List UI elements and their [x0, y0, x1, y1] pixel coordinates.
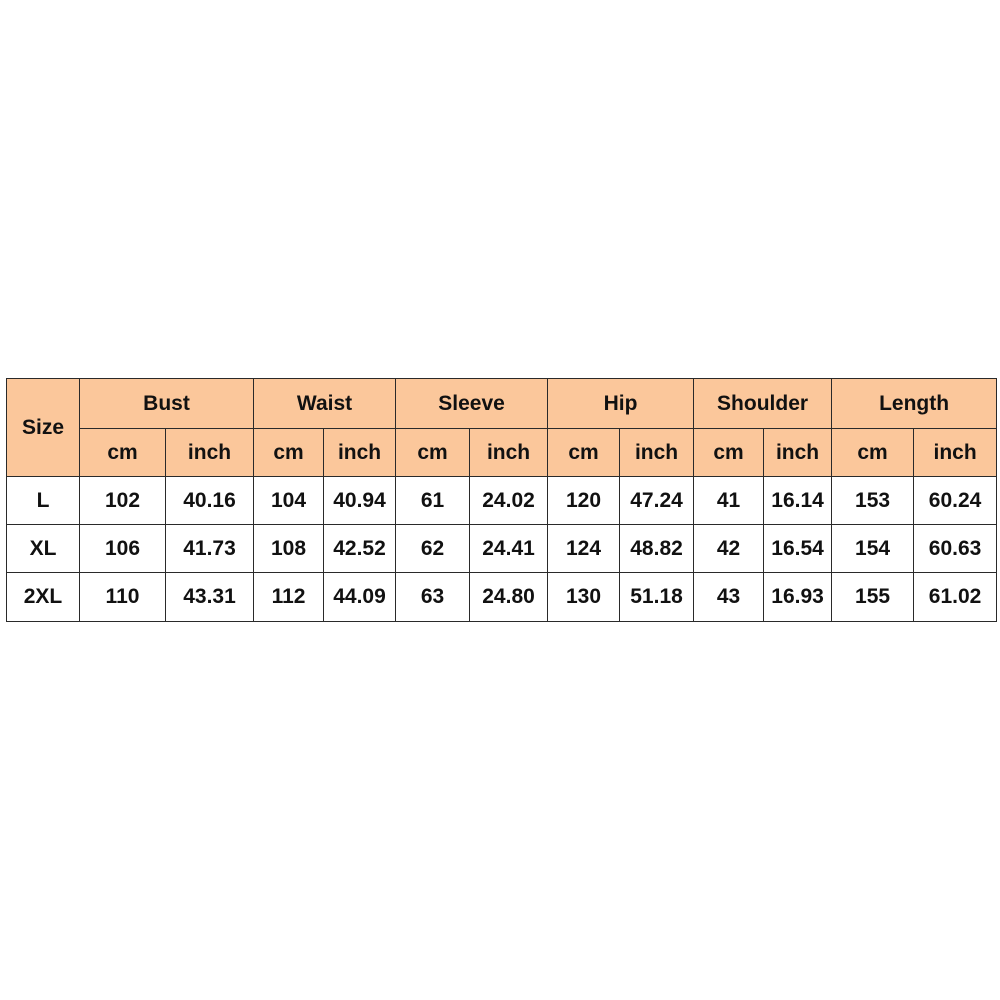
shoulder-header: Shoulder: [694, 379, 832, 429]
hip-header: Hip: [548, 379, 694, 429]
table-cell: 62: [396, 525, 470, 573]
hip-cm-header: cm: [548, 429, 620, 477]
table-cell: 24.02: [470, 477, 548, 525]
table-cell: 130: [548, 573, 620, 622]
table-cell: 154: [832, 525, 914, 573]
table-row: [7, 525, 997, 573]
table-cell: 60.24: [914, 477, 997, 525]
table-row: [7, 477, 997, 525]
table-cell: 60.63: [914, 525, 997, 573]
waist-inch-header: inch: [324, 429, 396, 477]
bust-header: Bust: [80, 379, 254, 429]
table-cell: 48.82: [620, 525, 694, 573]
table-cell: 63: [396, 573, 470, 622]
header-group-row: [7, 379, 997, 429]
size-chart-table: [6, 378, 997, 622]
table-cell: 61.02: [914, 573, 997, 622]
waist-cm-header: cm: [254, 429, 324, 477]
table-cell: 24.41: [470, 525, 548, 573]
table-cell: 110: [80, 573, 166, 622]
table-cell: 42: [694, 525, 764, 573]
sleeve-header: Sleeve: [396, 379, 548, 429]
bust-cm-header: cm: [80, 429, 166, 477]
table-cell: 51.18: [620, 573, 694, 622]
length-inch-header: inch: [914, 429, 997, 477]
table-cell: 155: [832, 573, 914, 622]
table-cell: 43.31: [166, 573, 254, 622]
hip-inch-header: inch: [620, 429, 694, 477]
size-cell: 2XL: [7, 573, 80, 622]
size-cell: L: [7, 477, 80, 525]
table-cell: 40.94: [324, 477, 396, 525]
table-cell: 16.93: [764, 573, 832, 622]
shoulder-inch-header: inch: [764, 429, 832, 477]
table-header: [7, 379, 997, 477]
shoulder-cm-header: cm: [694, 429, 764, 477]
header-unit-row: [7, 429, 997, 477]
length-cm-header: cm: [832, 429, 914, 477]
table-cell: 124: [548, 525, 620, 573]
table-cell: 61: [396, 477, 470, 525]
waist-header: Waist: [254, 379, 396, 429]
table-cell: 41: [694, 477, 764, 525]
table-cell: 43: [694, 573, 764, 622]
length-header: Length: [832, 379, 997, 429]
table-cell: 24.80: [470, 573, 548, 622]
table-cell: 104: [254, 477, 324, 525]
table-cell: 47.24: [620, 477, 694, 525]
table-cell: 44.09: [324, 573, 396, 622]
table-cell: 120: [548, 477, 620, 525]
table-cell: 42.52: [324, 525, 396, 573]
size-header: Size: [7, 379, 80, 477]
table-cell: 16.54: [764, 525, 832, 573]
table-cell: 108: [254, 525, 324, 573]
table-cell: 106: [80, 525, 166, 573]
table-cell: 102: [80, 477, 166, 525]
table-cell: 40.16: [166, 477, 254, 525]
size-cell: XL: [7, 525, 80, 573]
table-cell: 153: [832, 477, 914, 525]
table-body: [7, 477, 997, 622]
table-cell: 112: [254, 573, 324, 622]
sleeve-cm-header: cm: [396, 429, 470, 477]
table-cell: 41.73: [166, 525, 254, 573]
bust-inch-header: inch: [166, 429, 254, 477]
sleeve-inch-header: inch: [470, 429, 548, 477]
table-cell: 16.14: [764, 477, 832, 525]
table-row: [7, 573, 997, 622]
